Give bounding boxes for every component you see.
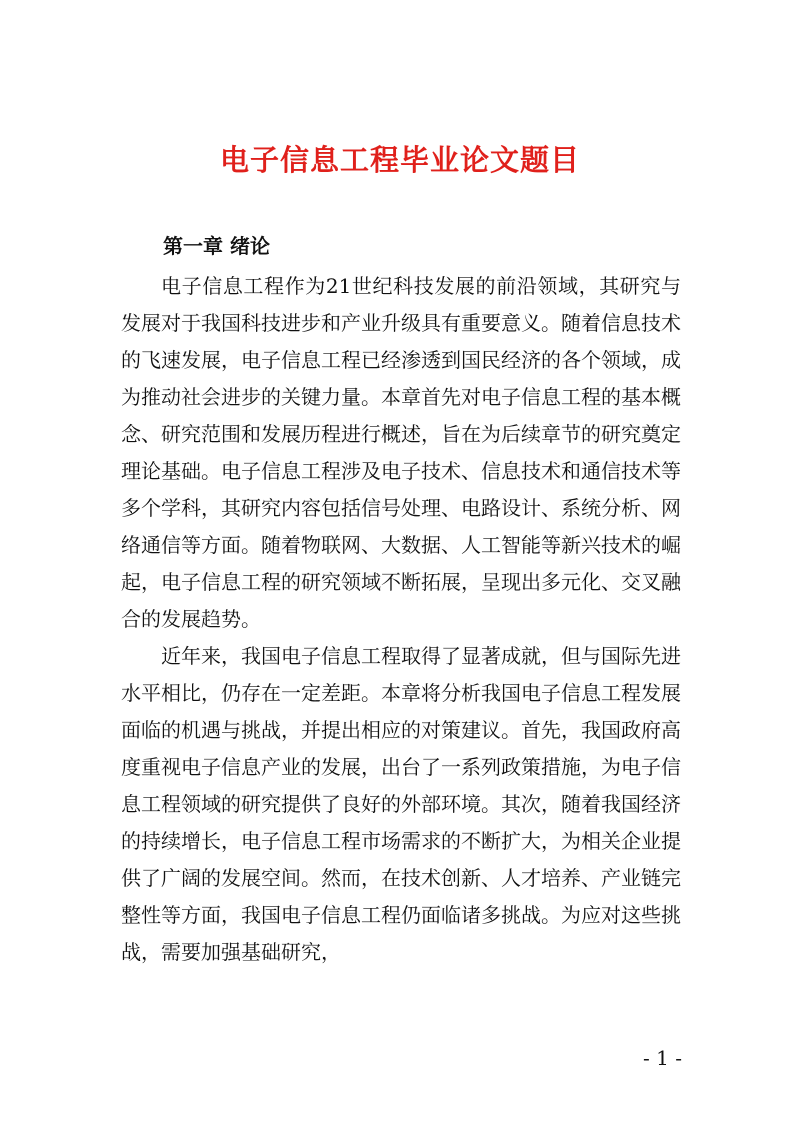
- paragraph: 近年来，我国电子信息工程取得了显著成就，但与国际先进水平相比，仍存在一定差距。本章将分析我国电子信息工程发展面临的机遇与挑战，并提出相应的对策建议。首先，我国政府高度重视电子信息产业的发展，出台了一系列政策措施，为电子信息工程领域的研究提供了良好的外部环境。其次，随着我国经济的持续增长，电子信息工程市场需求的不断扩大，为相关企业提供了广阔的发展空间。然而，在技术创新、人才培养、产业链完整性等方面，我国电子信息工程仍面临诸多挑战。为应对这些挑战，需要加强基础研究，: [121, 644, 681, 964]
- chapter-heading: 第一章 绪论: [163, 234, 270, 258]
- page-number: - 1 -: [643, 1046, 682, 1070]
- document-title: 电子信息工程毕业论文题目: [219, 143, 580, 177]
- body-text: [121, 268, 681, 971]
- paragraph: 电子信息工程作为21世纪科技发展的前沿领域，其研究与发展对于我国科技进步和产业升级具有重要意义。随着信息技术的飞速发展，电子信息工程已经渗透到国民经济的各个领域，成为推动社会进步的关键力量。本章首先对电子信息工程的基本概念、研究范围和发展历程进行概述，旨在为后续章节的研究奠定理论基础。电子信息工程涉及电子技术、信息技术和通信技术等多个学科，其研究内容包括信号处理、电路设计、系统分析、网络通信等方面。随着物联网、大数据、人工智能等新兴技术的崛起，电子信息工程的研究领域不断拓展，呈现出多元化、交叉融合的发展趋势。: [121, 274, 681, 631]
